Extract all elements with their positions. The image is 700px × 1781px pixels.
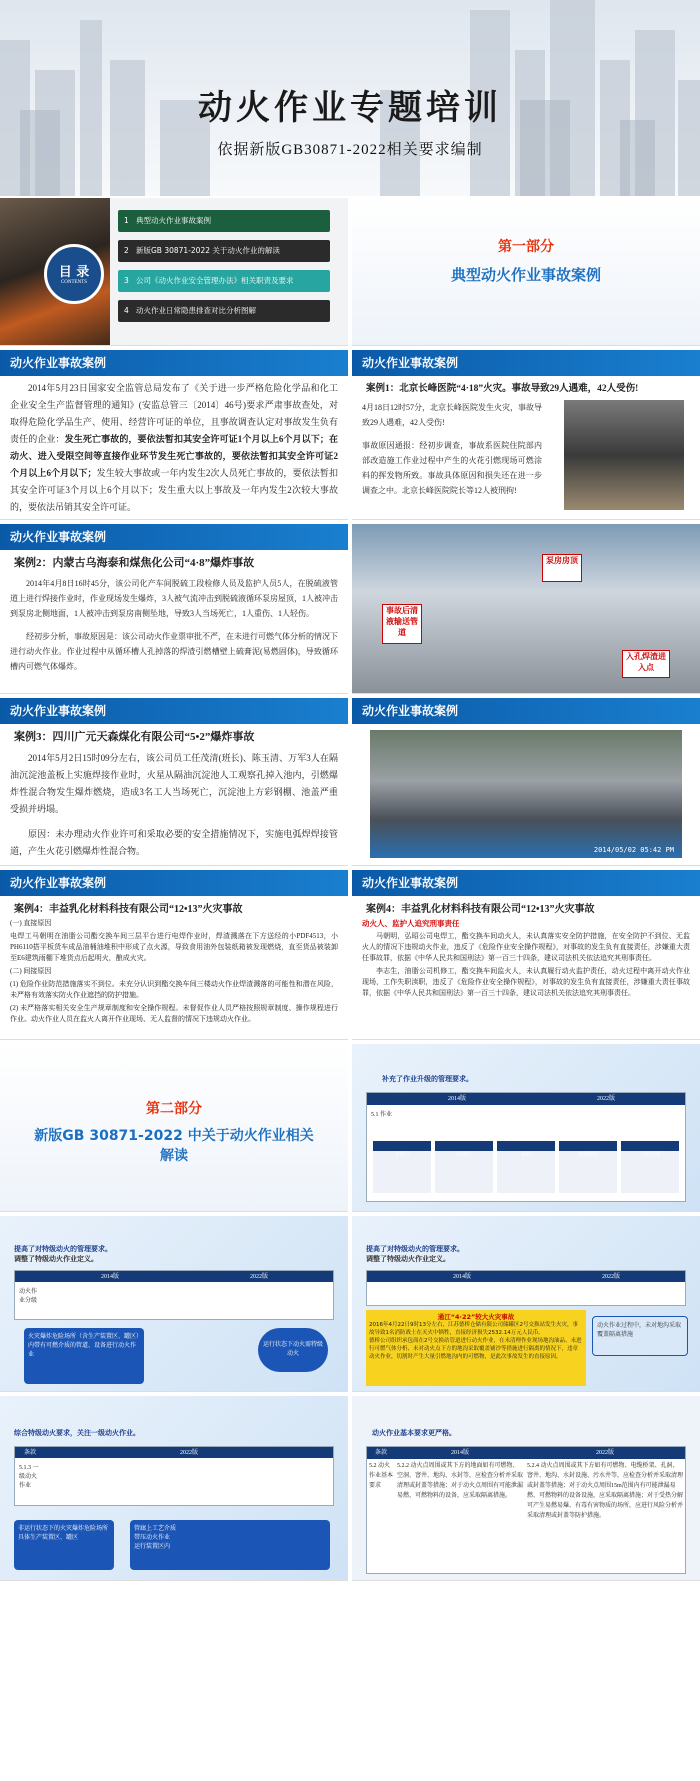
point-pressure: 带压动火作业 <box>134 1534 171 1541</box>
callout-hazard-area: 火灾爆炸危险场所（含生产装置区、罐区）内带有可燃介质的管道、设备进行动火作业 <box>24 1328 144 1384</box>
slide-case3 <box>0 698 348 866</box>
title-banner <box>0 0 700 196</box>
slide-case3-photo <box>352 698 700 866</box>
slide-header: 动火作业事故案例 <box>0 350 348 376</box>
basic-table-header <box>367 1447 685 1459</box>
case3-p2: 原因：未办理动火作业许可和采取必要的安全措施情况下，实施电弧焊焊接管道，产生火花引燃爆炸性混合物。 <box>10 829 338 856</box>
case2-p2: 经初步分析，事故原因是：该公司动火作业票审批不严，在未进行可燃气体分析的情况下进行动火作业。作业过程中从循环槽人孔掉落的焊渣引燃槽壁上硫膏泥(易燃固体)，导致循环槽内可燃气体爆炸。 <box>10 632 338 671</box>
slide-header: 动火作业事故案例 <box>352 870 700 896</box>
page-bottom-blank <box>0 1585 700 1781</box>
case4-title: 案例4：丰益乳化材料科技有限公司“12•13”火灾事故 <box>14 904 243 915</box>
slide-policy <box>0 350 348 520</box>
label-pump-roof: 泵房房顶 <box>542 554 582 582</box>
callout-running: 运行状态下动火需特级动火 <box>258 1328 328 1372</box>
slide-header: 动火作业事故案例 <box>0 870 348 896</box>
upgrade-boxes <box>373 1141 679 1193</box>
tongjiang-note: 动火作业过程中，未对地沟采取覆盖隔离措施 <box>592 1316 688 1356</box>
slide-case4b <box>352 870 700 1040</box>
label-pipe: 事故后清液输送管道 <box>382 604 422 644</box>
toc-item-3[interactable] <box>118 270 330 292</box>
toc-item-4[interactable] <box>118 300 330 322</box>
label-manhole: 入孔焊渣进入点 <box>622 650 670 678</box>
case1-p1: 4月18日12时57分，北京长峰医院发生火灾，事故导致29人遇难，42人受伤! <box>362 403 542 427</box>
level1-head: 综合特级动火要求，关注一级动火作业。 <box>14 1429 140 1437</box>
special-head2: 调整了特级动火作业定义。 <box>14 1255 98 1263</box>
toc-num: 1 <box>124 216 129 225</box>
box-upgrade: 升级管理 <box>621 1141 679 1193</box>
part1-label: 第一部分 <box>498 239 554 255</box>
upgrade-table-header <box>367 1093 685 1105</box>
tongjiang-case-title: 通江“4·22”较大火灾事故 <box>437 1313 515 1321</box>
case2-p1: 2014年4月8日16时45分，该公司化产车间脱硫工段检修人员及监护人员5人，在脱硫液管道上进行焊接作业时，作业现场发生爆炸，3人被气流冲击到脱硫液循环泵房屋顶，1人被冲击到泵房北侧地面，1人被冲击到泵房南侧坠地，导致3人当场死亡，1人重伤、1人轻伤。 <box>10 579 338 618</box>
slide-case2 <box>0 524 348 694</box>
tongjiang-case-box <box>366 1310 586 1386</box>
col-2014: 2014版 <box>452 1274 471 1280</box>
photo-timestamp: 2014/05/02 05:42 PM <box>593 846 674 854</box>
case4b-p2: 李志生，油脂公司机修工，酯交换车间监火人，未认真履行动火监护责任，动火过程中离开动火作业现场，工作失职渎职，违反了《危险作业安全操作规程》，对事故的发生负有直接责任，涉嫌重大责任事故罪，依据《中华人民共和国刑法》第一百三十四条，建议司法机关依法追究其刑事责任。 <box>362 967 690 997</box>
slide-case1 <box>352 350 700 520</box>
level1-table-header <box>15 1447 333 1458</box>
level1-points <box>130 1520 330 1570</box>
special-head: 提高了对特级动火的管理要求。 <box>14 1245 112 1253</box>
point-pipe-rack: 管廊上工艺介质 <box>134 1525 177 1532</box>
basic-head: 动火作业基本要求更严格。 <box>372 1429 456 1437</box>
col-2022: 2022版 <box>249 1274 268 1280</box>
basic-table <box>366 1446 686 1574</box>
main-title: 动火作业专题培训 <box>198 88 502 128</box>
basic-2022-text: 5.2.4 动火点周围或其下方如有可燃物、电缆桥架、孔洞、窨井、地沟、水封设施、污水井等，应检查分析并采取清理或封盖等措施；对于动火点周围15m范围内有可能泄漏易燃、可燃物料的设备设施，应采取隔离措施；对于受热分解可产生易燃易爆、有毒有害物质的场所，应进行风险分析并采取清理或封盖等防护措施。 <box>527 1463 684 1519</box>
case4-h1: (一) 直接原因 <box>10 919 52 927</box>
toc-label: 动火作业日常隐患排查对比分析图解 <box>136 306 256 315</box>
col-2022: 2022版 <box>179 1450 198 1456</box>
part1-title: 典型动火作业事故案例 <box>450 266 601 284</box>
case4-p2: (1) 危险作业防范措施落实不到位。未充分认识到酯交换车间三楼动火作业焊渣溅落的可能性和潜在风险，未严格有效落实防火作业遮挡的防护措施。 <box>10 980 338 999</box>
toc-slide <box>0 198 348 346</box>
part2-label: 第二部分 <box>146 1101 202 1117</box>
case4b-p1: 马朝明，弘昭公司电焊工，酯交换车间动火人，未认真落实安全防护措施，在安全防护不到位、无监火人的情况下违规动火作业，违反了《危险作业安全操作规程》，对事故的发生负有直接责任，涉嫌重大责任事故罪，依据《中华人民共和国刑法》第一百三十四条，建议司法机关依法追究其刑事责任。 <box>362 932 690 962</box>
upgrade-table <box>366 1092 686 1202</box>
tongjiang-table <box>366 1270 686 1306</box>
special-table <box>14 1270 334 1320</box>
tongjiang-head2: 调整了特级动火作业定义。 <box>366 1255 450 1263</box>
toc-badge <box>44 244 104 304</box>
basic-2014-text: 5.2.2 动火点周围或其下方的地面如有可燃物、空洞、窨井、地沟、水封等，应检查分析并采取清理或封盖等措施；对于动火点周围有可能泄漏易燃、可燃物料的设备，应采取隔离措施。 <box>397 1463 524 1499</box>
point-running-area: 运行装置区内 <box>134 1543 171 1550</box>
hospital-fire-photo <box>564 400 684 510</box>
box-rest-day: 公休日 <box>435 1141 493 1193</box>
tongjiang-table-header <box>367 1271 685 1282</box>
col-2022: 2022版 <box>596 1096 615 1102</box>
col-clause: 条款 <box>23 1450 36 1456</box>
special-table-header <box>15 1271 333 1282</box>
policy-text-c: 发生较大事故或一年内发生2次人员死亡事故的，要依法暂扣其安全许可证3个月以上6个月以下；发生重大以上事故及一年内发生2次较大事故的，要依法吊销其安全许可证。 <box>10 468 338 512</box>
level1-table <box>14 1446 334 1506</box>
slide-level1 <box>0 1396 348 1581</box>
box-special: 特殊情况 <box>559 1141 617 1193</box>
collapse-photo <box>370 730 682 858</box>
upgrade-row-label: 5.1 作业 <box>371 1112 393 1118</box>
case4-p3: (2) 未严格落实相关安全生产规章制度和安全操作规程。未督促作业人员严格按照规章制度、操作规程进行作业。动火作业人员在监火人离开作业现场、无人监督的情况下违规动火作业。 <box>10 1004 338 1023</box>
slide-header: 动火作业事故案例 <box>352 698 700 724</box>
level1-row: 5.1.3 一级动火作业 <box>19 1465 39 1489</box>
col-2014: 2014版 <box>450 1450 469 1456</box>
subtitle: 依据新版GB30871-2022相关要求编制 <box>217 142 483 158</box>
slide-header: 动火作业事故案例 <box>352 350 700 376</box>
col-2014: 2014版 <box>100 1274 119 1280</box>
case4b-title: 案例4：丰益乳化材料科技有限公司“12•13”火灾事故 <box>366 904 595 915</box>
slide-case2-photo <box>352 524 700 694</box>
toc-label: 典型动火作业事故案例 <box>136 216 211 225</box>
slide-basic-req <box>352 1396 700 1581</box>
toc-label: 新版GB 30871-2022 关于动火作业的解读 <box>136 246 280 255</box>
policy-text-b: 发生死亡事故的，要依法暂扣其安全许可证1个月以上6个月以下；在动火、进入受限空间等直接作业环节发生死亡事故的，要依法暂扣其安全许可证2个月以上6个月以下； <box>10 434 338 478</box>
case3-p1: 2014年5月2日15时09分左右，该公司员工任茂清(班长)、陈玉清、万军3人在隔油沉淀池盖板上实施焊接作业时，火星从隔油沉淀池人工观察孔掉入池内，引燃爆炸性混合物发生爆炸燃烧，造成3名工人当场死亡，沉淀池上方彩钢棚、池盖严重受损并坍塌。 <box>10 753 338 814</box>
tongjiang-head: 提高了对特级动火的管理要求。 <box>366 1245 464 1253</box>
toc-item-1[interactable] <box>118 210 330 232</box>
col-2022: 2022版 <box>595 1450 614 1456</box>
box-holiday: 节假日 <box>373 1141 431 1193</box>
slide-upgrade <box>352 1044 700 1212</box>
part2-cover <box>0 1044 348 1212</box>
slide-header: 动火作业事故案例 <box>0 698 348 724</box>
toc-item-2[interactable] <box>118 240 330 262</box>
tongjiang-case-p2: 德桥公司组织承包商在2号交换站管道进行动火作业，在未清理作业现场地沟油品、未进行可燃气体分析、未对动火点下方的地沟采取覆盖铺沙等措施进行隔离的情况下，违章动火作业，切割时产生大量引燃地沟内的可燃物，是此次事故发生的直接原因。 <box>369 1338 582 1360</box>
callout-non-running: 非运行状态下的火灾爆炸危险场所具体生产装置区、罐区 <box>14 1520 114 1570</box>
basic-row-label: 5.2 动火作业基本要求 <box>369 1463 394 1489</box>
case4-h2: (二) 间接原因 <box>10 967 52 975</box>
box-night: 夜间 <box>497 1141 555 1193</box>
tongjiang-case-p1: 2016年4月22日9时13分左右，江苏德桥仓储有限公司储罐区2号交换站发生火灾，事故导致1名消防战士在灭火中牺牲，直接经济损失2532.14万元人民币。 <box>369 1322 578 1336</box>
special-row: 动火作业分级 <box>19 1289 38 1304</box>
case1-title: 案例1：北京长峰医院“4·18”火灾。事故导致29人遇难，42人受伤! <box>366 384 639 394</box>
toc-num: 2 <box>124 246 129 255</box>
slide-case-tongjiang <box>352 1216 700 1392</box>
part2-title: 新版GB 30871-2022 中关于动火作业相关解读 <box>34 1128 314 1164</box>
case2-title: 案例2：内蒙古乌海泰和煤焦化公司“4·8”爆炸事故 <box>14 557 255 569</box>
policy-text-a: 2014年5月23日国家安全监管总局发布了《关于进一步严格危险化学品和化工企业安全生产监督管理的通知》(安监总管三〔2014〕46号)要求严肃事故查处，对取得危险化学品生产、使用、经营许可证的单位，且事故调查认定对事故发生负有责任的企业： <box>10 383 338 444</box>
part1-cover <box>352 198 700 346</box>
slide-header: 动火作业事故案例 <box>0 524 348 550</box>
toc-label: 公司《动火作业安全管理办法》相关职责及要求 <box>136 276 294 285</box>
case3-title: 案例3：四川广元天森煤化有限公司“5•2”爆炸事故 <box>14 731 255 743</box>
upgrade-head: 补充了作业升级的管理要求。 <box>382 1075 473 1083</box>
col-2022: 2022版 <box>601 1274 620 1280</box>
slide-case4a <box>0 870 348 1040</box>
toc-heading: 目 录 <box>58 265 90 280</box>
toc-heading-en: CONTENTS <box>60 280 88 285</box>
policy-text <box>0 376 348 520</box>
col-2014: 2014版 <box>447 1096 466 1102</box>
case1-p2: 事故原因通报：经初步调查，事故系医院住院部内部改造施工作业过程中产生的火花引燃现场可燃涂料的挥发物所致。事故具体原因和损失还在进一步调查之中。北京长峰医院院长等12人被刑拘! <box>362 441 542 495</box>
basic-table-row <box>367 1459 685 1523</box>
case4b-h1: 动火人、监护人追究刑事责任 <box>362 919 460 928</box>
case4-p1: 电焊工马朝明在油脂公司酯交换车间三层平台进行电焊作业时，焊渣溅落在下方送经的小PDF4513，小PH6110搭平板货车成品油桶油堆积中形成了点火源，导致食用油外包装纸箱被发现燃烧，直至货品被装卸至E6建筑雨棚下堆货点后起明火，酿成火灾。 <box>10 932 338 962</box>
col-clause: 条款 <box>374 1450 387 1456</box>
slide-special-fire <box>0 1216 348 1392</box>
toc-num: 3 <box>124 276 129 285</box>
toc-num: 4 <box>124 306 129 315</box>
